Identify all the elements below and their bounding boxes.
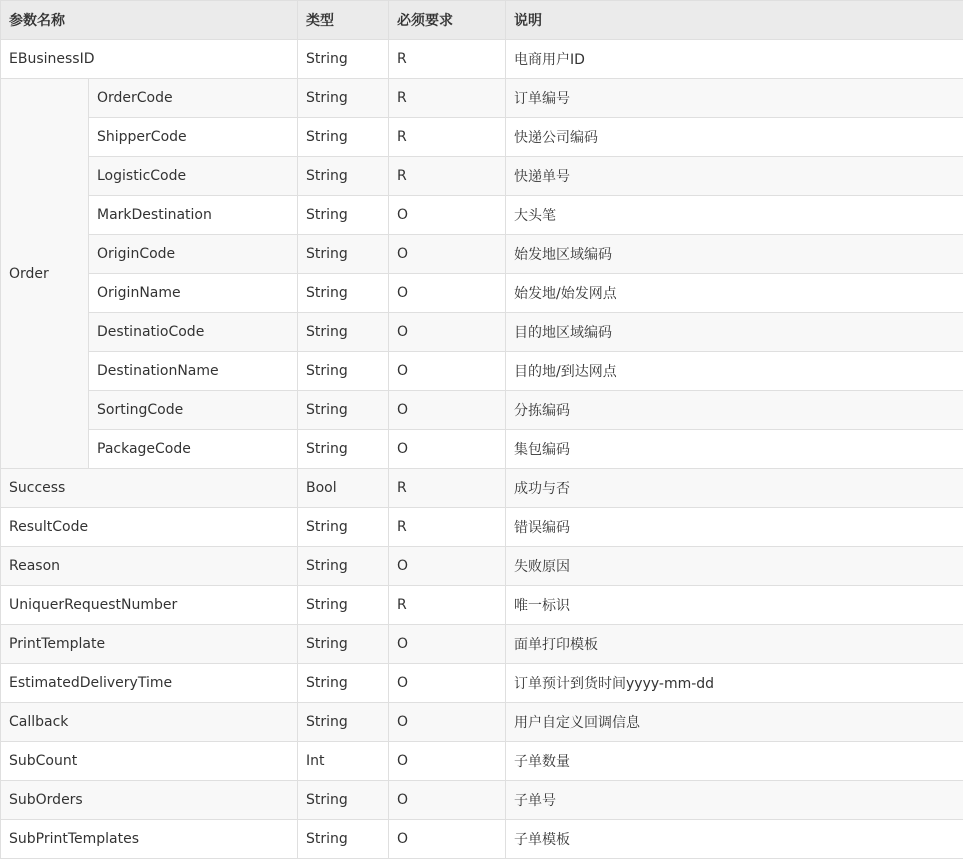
- description-cell: 目的地/到达网点: [506, 352, 963, 391]
- required-cell: O: [389, 625, 506, 664]
- table-row: [1, 157, 963, 196]
- param-name-cell: MarkDestination: [89, 196, 298, 235]
- description-cell: 用户自定义回调信息: [506, 703, 963, 742]
- required-cell: R: [389, 508, 506, 547]
- param-name-cell: UniquerRequestNumber: [1, 586, 298, 625]
- description-cell: 始发地区域编码: [506, 235, 963, 274]
- description-cell: 目的地区域编码: [506, 313, 963, 352]
- param-name-cell: DestinatioCode: [89, 313, 298, 352]
- param-name-cell: OriginName: [89, 274, 298, 313]
- description-cell: 唯一标识: [506, 586, 963, 625]
- type-cell: String: [298, 40, 389, 79]
- header-type: 类型: [298, 1, 389, 40]
- table-header: [1, 1, 963, 40]
- param-name-cell: EstimatedDeliveryTime: [1, 664, 298, 703]
- required-cell: O: [389, 664, 506, 703]
- table-row: [1, 235, 963, 274]
- group-name-cell: Order: [1, 79, 89, 469]
- header-row: [1, 1, 963, 40]
- type-cell: String: [298, 235, 389, 274]
- table-row: [1, 586, 963, 625]
- table-row: [1, 469, 963, 508]
- description-cell: 电商用户ID: [506, 40, 963, 79]
- required-cell: O: [389, 352, 506, 391]
- required-cell: O: [389, 820, 506, 859]
- type-cell: Int: [298, 742, 389, 781]
- type-cell: String: [298, 781, 389, 820]
- table-row: [1, 352, 963, 391]
- required-cell: O: [389, 313, 506, 352]
- table-row: [1, 313, 963, 352]
- description-cell: 面单打印模板: [506, 625, 963, 664]
- type-cell: String: [298, 508, 389, 547]
- table-row: [1, 781, 963, 820]
- description-cell: 大头笔: [506, 196, 963, 235]
- param-name-cell: SubPrintTemplates: [1, 820, 298, 859]
- type-cell: String: [298, 313, 389, 352]
- table-body: [1, 40, 963, 859]
- description-cell: 快递公司编码: [506, 118, 963, 157]
- type-cell: String: [298, 274, 389, 313]
- required-cell: R: [389, 469, 506, 508]
- param-name-cell: ShipperCode: [89, 118, 298, 157]
- param-name-cell: Success: [1, 469, 298, 508]
- table-row: [1, 274, 963, 313]
- type-cell: String: [298, 430, 389, 469]
- param-name-cell: DestinationName: [89, 352, 298, 391]
- description-cell: 始发地/始发网点: [506, 274, 963, 313]
- type-cell: String: [298, 586, 389, 625]
- table-row: [1, 703, 963, 742]
- required-cell: O: [389, 781, 506, 820]
- type-cell: String: [298, 391, 389, 430]
- required-cell: O: [389, 391, 506, 430]
- required-cell: R: [389, 586, 506, 625]
- table-row: [1, 820, 963, 859]
- required-cell: O: [389, 235, 506, 274]
- required-cell: R: [389, 157, 506, 196]
- type-cell: String: [298, 820, 389, 859]
- table-row: [1, 79, 963, 118]
- param-name-cell: SortingCode: [89, 391, 298, 430]
- required-cell: R: [389, 118, 506, 157]
- description-cell: 成功与否: [506, 469, 963, 508]
- description-cell: 子单号: [506, 781, 963, 820]
- param-name-cell: SubCount: [1, 742, 298, 781]
- param-name-cell: SubOrders: [1, 781, 298, 820]
- table-row: [1, 664, 963, 703]
- param-name-cell: OrderCode: [89, 79, 298, 118]
- table-row: [1, 508, 963, 547]
- description-cell: 子单模板: [506, 820, 963, 859]
- table-row: [1, 196, 963, 235]
- param-name-cell: EBusinessID: [1, 40, 298, 79]
- type-cell: String: [298, 703, 389, 742]
- header-name: 参数名称: [1, 1, 298, 40]
- table-row: [1, 625, 963, 664]
- type-cell: String: [298, 625, 389, 664]
- description-cell: 子单数量: [506, 742, 963, 781]
- param-name-cell: Reason: [1, 547, 298, 586]
- param-name-cell: ResultCode: [1, 508, 298, 547]
- required-cell: O: [389, 742, 506, 781]
- table-row: [1, 391, 963, 430]
- required-cell: O: [389, 430, 506, 469]
- type-cell: String: [298, 547, 389, 586]
- required-cell: O: [389, 274, 506, 313]
- header-description: 说明: [506, 1, 963, 40]
- description-cell: 快递单号: [506, 157, 963, 196]
- required-cell: O: [389, 547, 506, 586]
- table-row: [1, 118, 963, 157]
- param-name-cell: Callback: [1, 703, 298, 742]
- description-cell: 订单编号: [506, 79, 963, 118]
- type-cell: String: [298, 118, 389, 157]
- required-cell: O: [389, 703, 506, 742]
- required-cell: R: [389, 79, 506, 118]
- table-row: [1, 40, 963, 79]
- description-cell: 分拣编码: [506, 391, 963, 430]
- description-cell: 失败原因: [506, 547, 963, 586]
- table-row: [1, 547, 963, 586]
- description-cell: 错误编码: [506, 508, 963, 547]
- type-cell: String: [298, 79, 389, 118]
- param-name-cell: PrintTemplate: [1, 625, 298, 664]
- header-required: 必须要求: [389, 1, 506, 40]
- param-name-cell: LogisticCode: [89, 157, 298, 196]
- type-cell: Bool: [298, 469, 389, 508]
- description-cell: 集包编码: [506, 430, 963, 469]
- table-row: [1, 742, 963, 781]
- type-cell: String: [298, 196, 389, 235]
- param-name-cell: PackageCode: [89, 430, 298, 469]
- required-cell: O: [389, 196, 506, 235]
- type-cell: String: [298, 157, 389, 196]
- type-cell: String: [298, 664, 389, 703]
- description-cell: 订单预计到货时间yyyy-mm-dd: [506, 664, 963, 703]
- type-cell: String: [298, 352, 389, 391]
- param-name-cell: OriginCode: [89, 235, 298, 274]
- table-row: [1, 430, 963, 469]
- required-cell: R: [389, 40, 506, 79]
